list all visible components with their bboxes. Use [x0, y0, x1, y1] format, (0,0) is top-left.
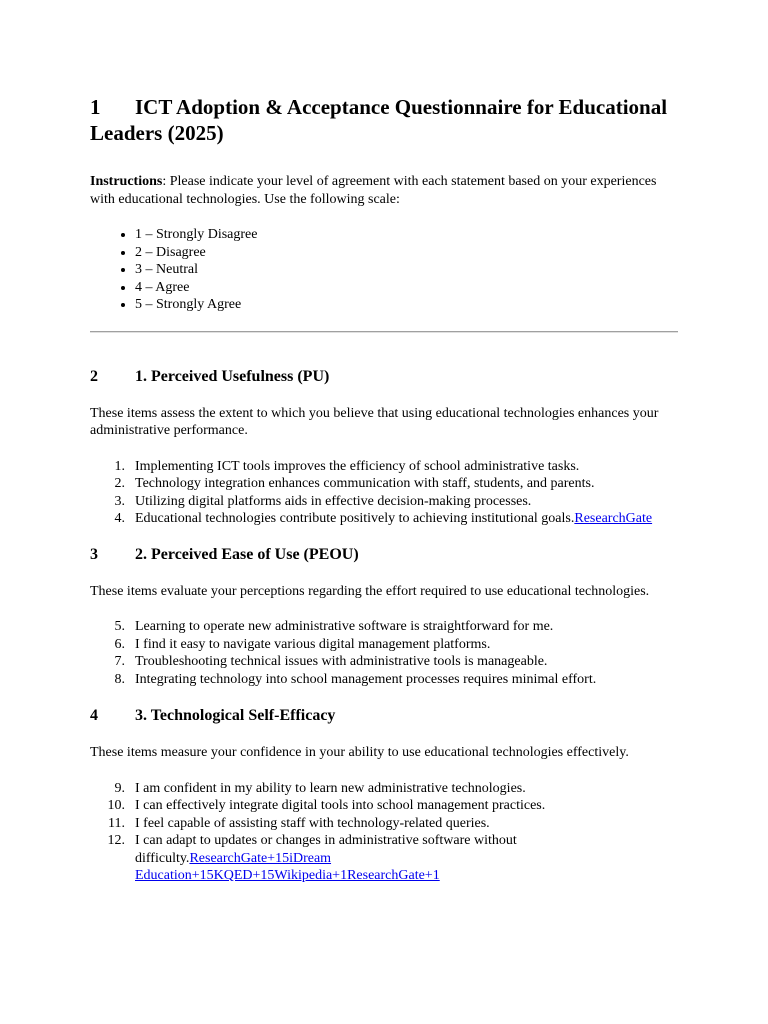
section-description: These items measure your confidence in your ability to use educational technologies effectively.	[90, 745, 629, 760]
question-item	[108, 815, 678, 833]
section-heading-technological-self-efficacy	[90, 706, 678, 726]
title-number: 1	[90, 95, 101, 119]
question-number: 10.	[107, 798, 125, 813]
question-item	[114, 458, 678, 476]
question-text: Technology integration enhances communication with staff, students, and parents.	[135, 476, 595, 491]
source-link[interactable]: ResearchGate	[574, 511, 653, 526]
scale-item: • 3 – Neutral	[135, 261, 678, 279]
section-heading-perceived-usefulness	[90, 367, 678, 387]
question-text: I find it easy to navigate various digital management platforms.	[135, 636, 491, 652]
document-page	[90, 94, 678, 885]
instructions-paragraph	[90, 173, 678, 208]
question-item	[107, 832, 678, 885]
question-number: 5.	[114, 619, 125, 634]
section-heading-text: 1. Perceived Usefulness (PU)	[135, 367, 330, 385]
source-link[interactable]: ResearchGate+15iDream Education+15KQED+15Wikipedia+1ResearchGate+1	[135, 850, 440, 883]
question-text: I can effectively integrate digital tools into school management practices.	[135, 798, 546, 813]
scale-item: • 2 – Disagree	[135, 244, 678, 262]
question-item	[114, 653, 678, 671]
question-number: 7.	[114, 654, 125, 669]
question-number: 12.	[107, 833, 125, 848]
instructions-text: : Please indicate your level of agreement with each statement based on your experiences with educational technologies. Use the following scale:	[90, 174, 657, 207]
instructions-label: Instructions	[90, 174, 163, 189]
section-description: These items evaluate your perceptions regarding the effort required to use educational technologies.	[90, 583, 650, 599]
question-number: 4.	[114, 511, 125, 526]
section-number: 4	[90, 707, 98, 724]
scale-item: • 1 – Strongly Disagree	[135, 226, 678, 244]
question-list	[90, 780, 678, 885]
section-heading-text: 3. Technological Self-Efficacy	[135, 707, 336, 724]
section-number: 3	[90, 545, 98, 563]
title-text: ICT Adoption & Acceptance Questionnaire for Educational Leaders (2025)	[90, 95, 668, 145]
question-text: I can adapt to updates or changes in administrative software without difficulty.	[135, 833, 517, 866]
section-heading-text: 2. Perceived Ease of Use (PEOU)	[135, 545, 359, 563]
question-number: 6.	[114, 636, 125, 652]
scale-list	[90, 226, 678, 314]
question-list	[90, 618, 678, 688]
question-item	[114, 671, 678, 689]
question-item	[114, 475, 678, 493]
question-item	[114, 618, 678, 636]
section-heading-perceived-ease-of-use	[90, 545, 678, 565]
question-text: Implementing ICT tools improves the efficiency of school administrative tasks.	[135, 458, 580, 474]
question-item	[114, 636, 678, 654]
page-title	[90, 94, 678, 146]
question-text: Utilizing digital platforms aids in effective decision-making processes.	[135, 493, 532, 509]
section-number: 2	[90, 367, 98, 385]
scale-item: • 4 – Agree	[135, 279, 678, 297]
question-number: 1.	[114, 458, 125, 474]
scale-item: • 5 – Strongly Agree	[135, 296, 678, 314]
question-number: 11.	[108, 815, 125, 831]
question-number: 3.	[114, 493, 125, 509]
question-number: 2.	[114, 476, 125, 491]
question-item	[107, 797, 678, 815]
section-description: These items assess the extent to which you believe that using educational technologies enhances your administrative performance.	[90, 405, 659, 438]
question-number: 8.	[114, 671, 125, 687]
question-text: Integrating technology into school management processes requires minimal effort.	[135, 671, 597, 687]
question-text: I feel capable of assisting staff with technology-related queries.	[135, 815, 490, 831]
question-text: Educational technologies contribute positively to achieving institutional goals.	[135, 511, 575, 526]
question-text: Learning to operate new administrative software is straightforward for me.	[135, 619, 554, 634]
question-item	[114, 780, 678, 798]
question-list	[90, 458, 678, 528]
question-item	[114, 510, 678, 528]
question-text: Troubleshooting technical issues with administrative tools is manageable.	[135, 654, 548, 669]
horizontal-divider	[90, 331, 678, 333]
question-item	[114, 493, 678, 511]
question-text: I am confident in my ability to learn new administrative technologies.	[135, 780, 526, 796]
question-number: 9.	[114, 780, 125, 796]
